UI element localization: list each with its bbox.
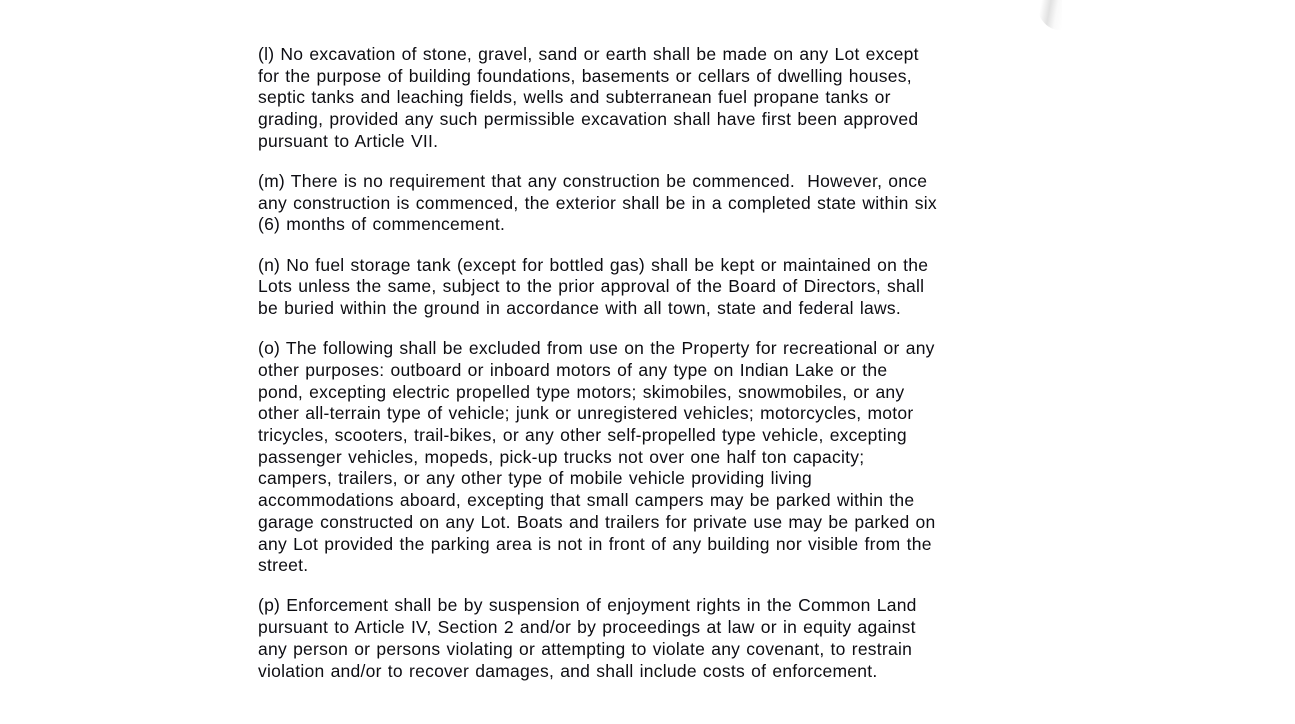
paragraph-p <box>258 595 1048 682</box>
document-line: accommodations aboard, excepting that small campers may be parked within the <box>258 490 915 511</box>
document-line: pursuant to Article IV, Section 2 and/or by proceedings at law or in equity against <box>258 617 916 638</box>
document-line: pursuant to Article VII. <box>258 130 439 151</box>
document-line: Lots unless the same, subject to the prior approval of the Board of Directors, shall <box>258 276 925 297</box>
document-line: violation and/or to recover damages, and shall include costs of enforcement. <box>258 660 878 681</box>
document-line: (6) months of commencement. <box>258 214 506 235</box>
document-line: for the purpose of building foundations, basements or cellars of dwelling houses, <box>258 65 912 86</box>
document-line: (l) No excavation of stone, gravel, sand or earth shall be made on any Lot except <box>258 44 919 64</box>
document-line: garage constructed on any Lot. Boats and trailers for private use may be parked on <box>258 511 936 532</box>
document-line: other purposes: outboard or inboard motors of any type on Indian Lake or the <box>258 359 888 380</box>
paragraph-m <box>258 171 1048 236</box>
document-line: any person or persons violating or attempting to violate any covenant, to restrain <box>258 638 913 659</box>
document-line: (n) No fuel storage tank (except for bottled gas) shall be kept or maintained on the <box>258 254 929 275</box>
document-line: (o) The following shall be excluded from use on the Property for recreational or any <box>258 338 935 359</box>
paragraph-n <box>258 255 1048 320</box>
document-line: (m) There is no requirement that any construction be commenced. However, once <box>258 171 928 192</box>
document-line: (p) Enforcement shall be by suspension of enjoyment rights in the Common Land <box>258 595 917 616</box>
document-text-block <box>258 44 1048 701</box>
document-line: grading, provided any such permissible excavation shall have first been approved <box>258 109 919 130</box>
paragraph-l <box>258 44 1048 153</box>
page-curl-shadow <box>1036 0 1062 30</box>
document-line: street. <box>258 555 309 576</box>
document-line: any Lot provided the parking area is not in front of any building nor visible from the <box>258 533 932 554</box>
document-line: other all-terrain type of vehicle; junk or unregistered vehicles; motorcycles, motor <box>258 403 914 424</box>
document-line: campers, trailers, or any other type of mobile vehicle providing living <box>258 468 812 489</box>
paragraph-o <box>258 338 1048 577</box>
document-line: passenger vehicles, mopeds, pick-up trucks not over one half ton capacity; <box>258 446 865 467</box>
document-line: be buried within the ground in accordance with all town, state and federal laws. <box>258 298 901 319</box>
document-line: tricycles, scooters, trail-bikes, or any other self-propelled type vehicle, excepting <box>258 425 907 446</box>
document-line: any construction is commenced, the exterior shall be in a completed state within six <box>258 192 937 213</box>
document-line: pond, excepting electric propelled type motors; skimobiles, snowmobiles, or any <box>258 381 905 402</box>
document-line: septic tanks and leaching fields, wells and subterranean fuel propane tanks or <box>258 87 891 108</box>
